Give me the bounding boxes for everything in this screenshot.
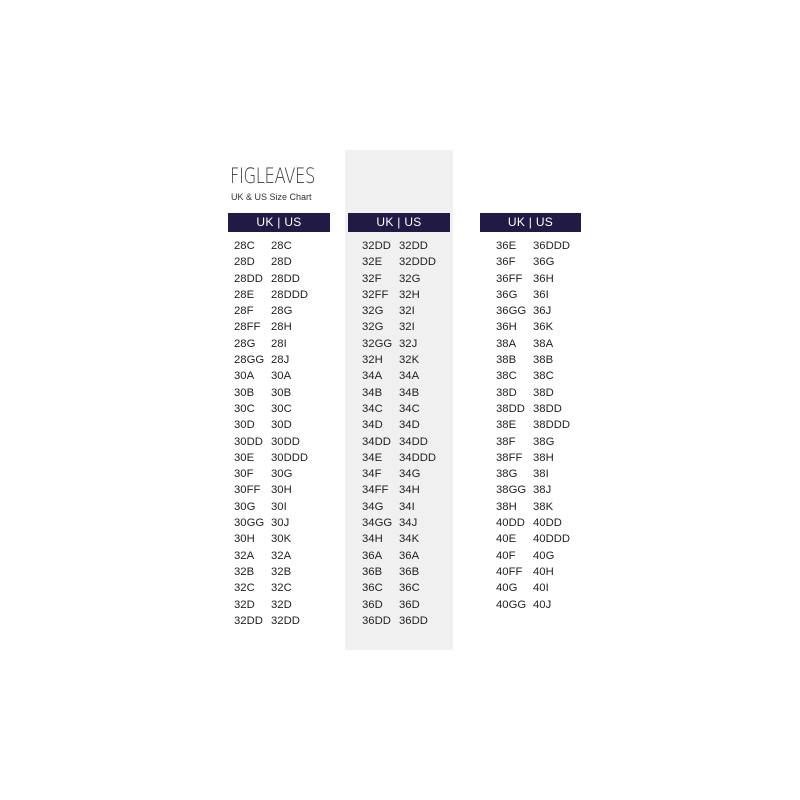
us-size: 36H: [533, 272, 554, 285]
uk-size: 34DD: [362, 435, 391, 448]
size-column-2: [348, 213, 450, 629]
uk-size: 30B: [234, 386, 255, 399]
uk-size: 34FF: [362, 484, 389, 497]
size-row: [228, 450, 330, 466]
us-size: 30K: [271, 533, 292, 546]
us-size: 28J: [271, 354, 290, 367]
uk-size: 32A: [234, 549, 255, 562]
uk-size: 32H: [362, 354, 383, 367]
size-row: [348, 238, 450, 254]
uk-size: 36D: [362, 598, 383, 611]
us-size: 34B: [399, 386, 420, 399]
us-size: 28DD: [271, 272, 300, 285]
size-row: [348, 613, 450, 629]
us-size: 34D: [399, 419, 420, 432]
size-row: [480, 368, 581, 384]
uk-size: 38D: [496, 386, 517, 399]
us-size: 28D: [271, 256, 292, 269]
us-size: 30DD: [271, 435, 300, 448]
uk-size: 38F: [496, 435, 516, 448]
size-row: [480, 401, 581, 417]
size-row: [480, 238, 581, 254]
us-size: 30J: [271, 517, 290, 530]
size-row: [348, 401, 450, 417]
us-size: 32DDD: [399, 256, 437, 269]
us-size: 30I: [271, 500, 287, 513]
uk-size: 30DD: [234, 435, 263, 448]
us-size: 34C: [399, 402, 420, 415]
uk-size: 36C: [362, 582, 383, 595]
uk-size: 38B: [496, 354, 517, 367]
uk-size: 38A: [496, 337, 517, 350]
uk-size: 28C: [234, 240, 255, 252]
us-size: 36C: [399, 582, 420, 595]
size-row: [480, 352, 581, 368]
uk-size: 30D: [234, 419, 255, 432]
uk-size: 36B: [362, 565, 383, 578]
uk-size: 36A: [362, 549, 383, 562]
size-row: [228, 254, 330, 270]
column-header: UK | US: [480, 213, 581, 232]
size-row: [228, 238, 330, 254]
uk-size: 32DD: [234, 614, 263, 627]
us-size: 36DDD: [533, 240, 571, 252]
uk-size: 36E: [496, 240, 517, 252]
uk-size: 34D: [362, 419, 383, 432]
size-row: [480, 319, 581, 335]
us-size: 30C: [271, 402, 292, 415]
us-size: 36DD: [399, 614, 428, 627]
size-row: [480, 303, 581, 319]
us-size: 28H: [271, 321, 292, 334]
size-row: [348, 531, 450, 547]
size-row: [348, 385, 450, 401]
us-size: 38G: [533, 435, 555, 448]
size-row: [228, 417, 330, 433]
us-size: 34J: [399, 517, 418, 530]
uk-size: 38GG: [496, 484, 527, 497]
size-row: [480, 597, 581, 613]
uk-size: 34H: [362, 533, 383, 546]
size-row: [348, 303, 450, 319]
brand-logo: FIGLEAVES: [230, 164, 316, 188]
uk-size: 28G: [234, 337, 256, 350]
size-row: [348, 580, 450, 596]
size-rows: [228, 238, 330, 629]
us-size: 28C: [271, 240, 292, 252]
size-row: [480, 287, 581, 303]
size-row: [228, 597, 330, 613]
us-size: 36A: [399, 549, 420, 562]
us-size: 40J: [533, 598, 552, 611]
us-size: 38B: [533, 354, 554, 367]
size-column-3: [480, 213, 581, 613]
uk-size: 28GG: [234, 354, 265, 367]
us-size: 34DD: [399, 435, 428, 448]
size-row: [480, 271, 581, 287]
uk-size: 34E: [362, 451, 383, 464]
us-size: 34H: [399, 484, 420, 497]
size-row: [480, 417, 581, 433]
us-size: 32DD: [271, 614, 300, 627]
size-row: [228, 499, 330, 515]
size-row: [348, 336, 450, 352]
us-size: 32I: [399, 321, 415, 334]
column-header: UK | US: [228, 213, 330, 232]
size-row: [348, 352, 450, 368]
size-row: [348, 450, 450, 466]
uk-size: 36DD: [362, 614, 391, 627]
size-row: [348, 466, 450, 482]
size-row: [228, 434, 330, 450]
uk-size: 32B: [234, 565, 255, 578]
uk-size: 30F: [234, 468, 254, 481]
uk-size: 32C: [234, 582, 255, 595]
us-size: 36J: [533, 305, 552, 318]
us-size: 40DD: [533, 517, 562, 530]
uk-size: 40E: [496, 533, 517, 546]
us-size: 34K: [399, 533, 420, 546]
us-size: 38DDD: [533, 419, 571, 432]
uk-size: 30A: [234, 370, 255, 383]
size-row: [348, 597, 450, 613]
size-row: [348, 287, 450, 303]
uk-size: 30FF: [234, 484, 261, 497]
uk-size: 30C: [234, 402, 255, 415]
uk-size: 32G: [362, 321, 384, 334]
us-size: 38C: [533, 370, 554, 383]
uk-size: 28DD: [234, 272, 263, 285]
size-rows: [348, 238, 450, 629]
size-row: [228, 352, 330, 368]
size-row: [348, 434, 450, 450]
us-size: 28I: [271, 337, 287, 350]
us-size: 34G: [399, 468, 421, 481]
us-size: 36B: [399, 565, 420, 578]
us-size: 34I: [399, 500, 415, 513]
uk-size: 38E: [496, 419, 517, 432]
us-size: 28G: [271, 305, 293, 318]
size-row: [228, 385, 330, 401]
uk-size: 34C: [362, 402, 383, 415]
us-size: 38I: [533, 468, 549, 481]
size-row: [348, 515, 450, 531]
size-rows: [480, 238, 581, 613]
us-size: 32G: [399, 272, 421, 285]
size-row: [480, 580, 581, 596]
uk-size: 40DD: [496, 517, 525, 530]
size-row: [348, 548, 450, 564]
uk-size: 36G: [496, 288, 518, 301]
size-row: [228, 548, 330, 564]
uk-size: 28F: [234, 305, 254, 318]
uk-size: 30GG: [234, 517, 265, 530]
size-row: [228, 303, 330, 319]
us-size: 38D: [533, 386, 554, 399]
size-row: [480, 466, 581, 482]
size-row: [228, 401, 330, 417]
us-size: 40H: [533, 565, 554, 578]
uk-size: 36GG: [496, 305, 527, 318]
size-row: [348, 271, 450, 287]
us-size: 32B: [271, 565, 292, 578]
size-row: [348, 564, 450, 580]
uk-size: 38H: [496, 500, 517, 513]
size-row: [480, 499, 581, 515]
uk-size: 36H: [496, 321, 517, 334]
uk-size: 32DD: [362, 240, 391, 252]
size-row: [228, 287, 330, 303]
us-size: 34A: [399, 370, 420, 383]
us-size: 38A: [533, 337, 554, 350]
size-row: [228, 515, 330, 531]
size-row: [228, 531, 330, 547]
uk-size: 28FF: [234, 321, 261, 334]
size-row: [348, 368, 450, 384]
uk-size: 38FF: [496, 451, 523, 464]
uk-size: 36FF: [496, 272, 523, 285]
us-size: 32K: [399, 354, 420, 367]
size-row: [228, 580, 330, 596]
size-row: [348, 499, 450, 515]
uk-size: 34B: [362, 386, 383, 399]
uk-size: 40GG: [496, 598, 527, 611]
us-size: 30DDD: [271, 451, 309, 464]
size-row: [480, 434, 581, 450]
us-size: 38K: [533, 500, 554, 513]
us-size: 36I: [533, 288, 549, 301]
size-row: [348, 319, 450, 335]
us-size: 36K: [533, 321, 554, 334]
us-size: 28DDD: [271, 288, 309, 301]
us-size: 38J: [533, 484, 552, 497]
us-size: 38H: [533, 451, 554, 464]
uk-size: 32D: [234, 598, 255, 611]
uk-size: 30H: [234, 533, 255, 546]
size-row: [228, 271, 330, 287]
uk-size: 36F: [496, 256, 516, 269]
us-size: 32DD: [399, 240, 428, 252]
uk-size: 32GG: [362, 337, 393, 350]
us-size: 36G: [533, 256, 555, 269]
size-row: [228, 564, 330, 580]
uk-size: 32E: [362, 256, 383, 269]
size-row: [228, 319, 330, 335]
us-size: 40I: [533, 582, 549, 595]
us-size: 40G: [533, 549, 555, 562]
size-row: [228, 336, 330, 352]
size-row: [228, 368, 330, 384]
us-size: 32A: [271, 549, 292, 562]
size-row: [480, 385, 581, 401]
uk-size: 34GG: [362, 517, 393, 530]
us-size: 38DD: [533, 402, 562, 415]
size-column-1: [228, 213, 330, 629]
uk-size: 34A: [362, 370, 383, 383]
us-size: 32H: [399, 288, 420, 301]
us-size: 30G: [271, 468, 293, 481]
size-row: [480, 450, 581, 466]
uk-size: 38C: [496, 370, 517, 383]
column-header: UK | US: [348, 213, 450, 232]
size-row: [228, 613, 330, 629]
us-size: 40DDD: [533, 533, 571, 546]
us-size: 30D: [271, 419, 292, 432]
uk-size: 34F: [362, 468, 382, 481]
us-size: 34DDD: [399, 451, 437, 464]
us-size: 36D: [399, 598, 420, 611]
size-row: [480, 515, 581, 531]
size-row: [348, 254, 450, 270]
size-row: [228, 482, 330, 498]
uk-size: 28D: [234, 256, 255, 269]
size-row: [348, 482, 450, 498]
uk-size: 40F: [496, 549, 516, 562]
uk-size: 32F: [362, 272, 382, 285]
uk-size: 38DD: [496, 402, 525, 415]
uk-size: 40G: [496, 582, 518, 595]
us-size: 32J: [399, 337, 418, 350]
size-row: [348, 417, 450, 433]
uk-size: 30G: [234, 500, 256, 513]
size-row: [228, 466, 330, 482]
uk-size: 32FF: [362, 288, 389, 301]
us-size: 32I: [399, 305, 415, 318]
size-row: [480, 564, 581, 580]
uk-size: 32G: [362, 305, 384, 318]
size-row: [480, 548, 581, 564]
us-size: 30A: [271, 370, 292, 383]
us-size: 30B: [271, 386, 292, 399]
uk-size: 38G: [496, 468, 518, 481]
us-size: 30H: [271, 484, 292, 497]
uk-size: 28E: [234, 288, 255, 301]
size-row: [480, 254, 581, 270]
chart-subtitle: UK & US Size Chart: [231, 192, 312, 202]
size-row: [480, 336, 581, 352]
size-row: [480, 482, 581, 498]
us-size: 32C: [271, 582, 292, 595]
uk-size: 30E: [234, 451, 255, 464]
uk-size: 34G: [362, 500, 384, 513]
size-row: [480, 531, 581, 547]
uk-size: 40FF: [496, 565, 523, 578]
us-size: 32D: [271, 598, 292, 611]
